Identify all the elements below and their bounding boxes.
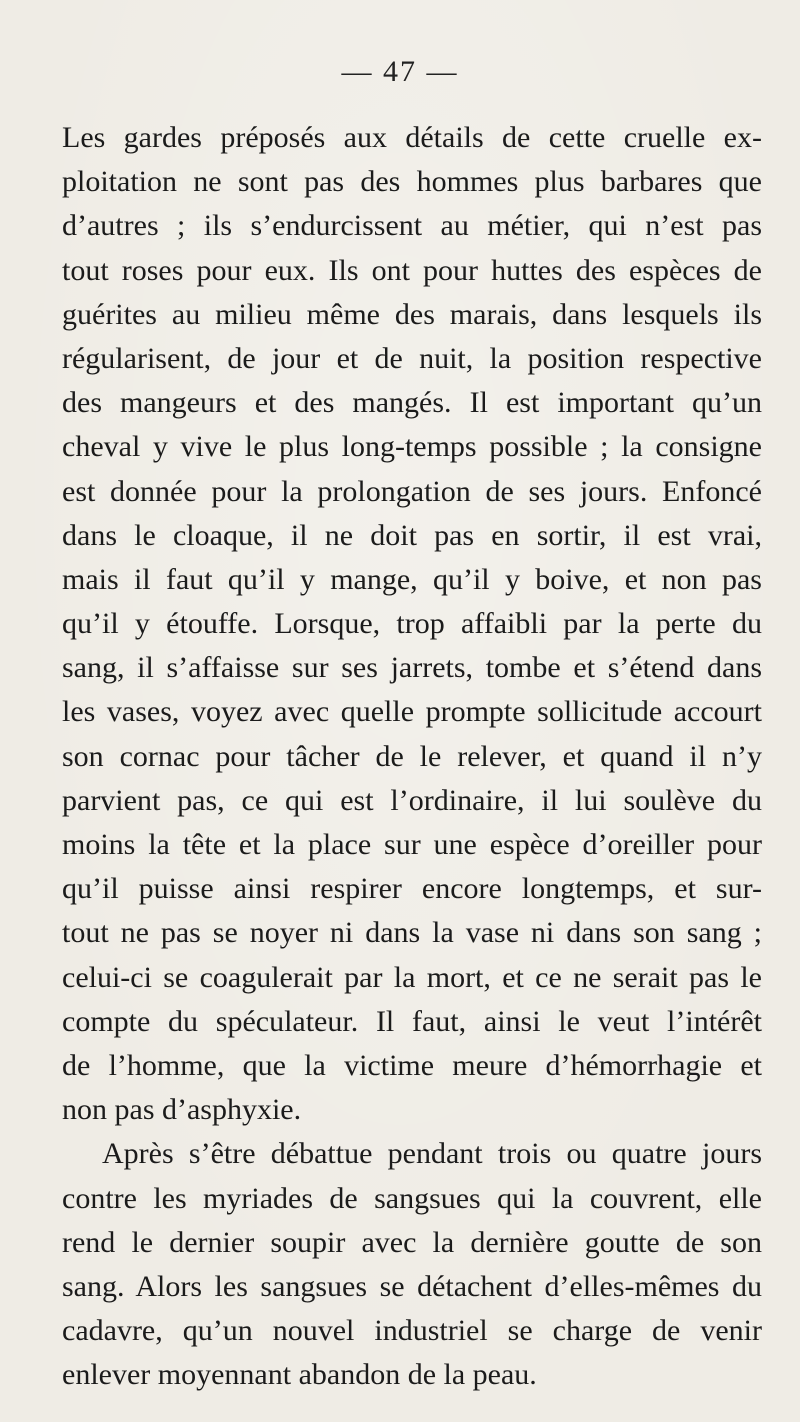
text-line: mais il faut qu’il y mange, qu’il y boive, et non pas — [62, 562, 762, 596]
paragraph-2 — [62, 1132, 762, 1397]
text-line: non pas d’asphyxie. — [62, 1093, 302, 1127]
text-line: guérites au milieu même des marais, dans lesquels ils — [62, 297, 762, 331]
text-line: parvient pas, ce qui est l’ordinaire, il lui soulève du — [62, 783, 762, 817]
text-line: d’autres ; ils s’endurcissent au métier, qui n’est pas — [62, 209, 762, 243]
body-text — [62, 116, 762, 1397]
text-line: sang, il s’affaisse sur ses jarrets, tombe et s’étend dans — [62, 651, 762, 685]
text-line: des mangeurs et des mangés. Il est important qu’un — [62, 386, 762, 420]
text-line: rend le dernier soupir avec la dernière goutte de son — [62, 1225, 762, 1259]
text-line: régularisent, de jour et de nuit, la position respective — [62, 341, 762, 375]
text-line: son cornac pour tâcher de le relever, et quand il n’y — [62, 739, 762, 773]
text-line: Les gardes préposés aux détails de cette cruelle ex- — [62, 121, 762, 154]
text-line: les vases, voyez avec quelle prompte sollicitude accourt — [62, 695, 762, 729]
text-line: celui-ci se coagulerait par la mort, et ce ne serait pas le — [62, 960, 762, 994]
text-line: qu’il y étouffe. Lorsque, trop affaibli par la perte du — [62, 607, 762, 641]
text-line: contre les myriades de sangsues qui la couvrent, elle — [62, 1181, 762, 1215]
text-line: moins la tête et la place sur une espèce d’oreiller pour — [62, 828, 762, 861]
text-line: cheval y vive le plus long-temps possible ; la consigne — [62, 430, 762, 464]
text-line: cadavre, qu’un nouvel industriel se charge de venir — [62, 1314, 762, 1348]
text-line: sang. Alors les sangsues se détachent d’elles-mêmes du — [62, 1269, 762, 1303]
text-line: dans le cloaque, il ne doit pas en sortir, il est vrai, — [62, 518, 762, 552]
text-line: enlever moyennant abandon de la peau. — [62, 1358, 537, 1392]
text-line: Après s’être débattue pendant trois ou quatre jours — [102, 1137, 762, 1171]
paragraph-1 — [62, 116, 762, 1132]
text-line: qu’il puisse ainsi respirer encore longtemps, et sur- — [62, 872, 762, 906]
text-line: tout roses pour eux. Ils ont pour huttes des espèces de — [62, 253, 762, 287]
page-number: — 47 — — [341, 55, 459, 88]
text-line: compte du spéculateur. Il faut, ainsi le veut l’intérêt — [62, 1004, 762, 1038]
text-line: est donnée pour la prolongation de ses jours. Enfoncé — [62, 474, 762, 508]
text-line: tout ne pas se noyer ni dans la vase ni dans son sang ; — [62, 916, 762, 950]
text-line: ploitation ne sont pas des hommes plus barbares que — [62, 165, 762, 199]
text-line: de l’homme, que la victime meure d’hémorrhagie et — [62, 1048, 762, 1082]
